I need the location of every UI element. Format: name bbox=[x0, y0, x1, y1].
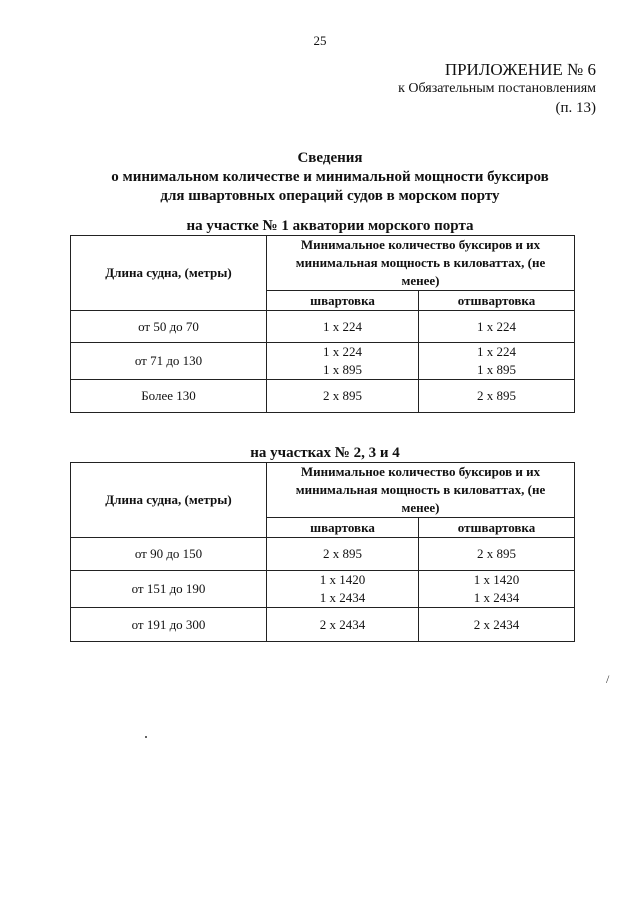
header-unmooring: отшвартовка bbox=[419, 518, 575, 538]
cell-unmooring: 1 х 1420 1 х 2434 bbox=[419, 571, 575, 608]
scan-dot bbox=[145, 736, 147, 738]
cell-mooring: 1 х 1420 1 х 2434 bbox=[267, 571, 419, 608]
cell-mooring: 2 х 895 bbox=[267, 380, 419, 413]
cell-length: от 90 до 150 bbox=[71, 538, 267, 571]
cell-mooring: 1 х 224 1 х 895 bbox=[267, 343, 419, 380]
table-row bbox=[71, 571, 575, 608]
cell-length: Более 130 bbox=[71, 380, 267, 413]
table-row bbox=[71, 608, 575, 642]
tug-table-2 bbox=[70, 462, 575, 642]
header-unmooring: отшвартовка bbox=[419, 291, 575, 311]
cell-unmooring: 1 х 224 1 х 895 bbox=[419, 343, 575, 380]
cell-unmooring: 2 х 895 bbox=[419, 538, 575, 571]
heading-line-1: Сведения bbox=[297, 150, 363, 166]
header-mooring: швартовка bbox=[267, 518, 419, 538]
cell-mooring: 2 х 2434 bbox=[267, 608, 419, 642]
table-1-title: на участке № 1 акватории морского порта bbox=[186, 218, 474, 234]
heading-line-3: для швартовных операций судов в морском порту bbox=[160, 188, 500, 204]
table-row bbox=[71, 311, 575, 343]
cell-unmooring: 2 х 895 bbox=[419, 380, 575, 413]
appendix-block bbox=[398, 60, 596, 118]
table-2-title: на участках № 2, 3 и 4 bbox=[250, 445, 400, 461]
header-min-tugs: Минимальное количество буксиров и их минимальная мощность в киловаттах, (не менее) bbox=[267, 236, 575, 291]
cell-length: от 50 до 70 bbox=[71, 311, 267, 343]
appendix-subtitle: к Обязательным постановлениям bbox=[398, 81, 596, 96]
cell-length: от 151 до 190 bbox=[71, 571, 267, 608]
table-row bbox=[71, 380, 575, 413]
cell-length: от 191 до 300 bbox=[71, 608, 267, 642]
tug-table-1 bbox=[70, 235, 575, 413]
header-length: Длина судна, (метры) bbox=[71, 236, 267, 311]
document-heading bbox=[0, 149, 640, 206]
margin-mark: / bbox=[606, 672, 610, 686]
table-row bbox=[71, 538, 575, 571]
cell-mooring: 1 х 224 bbox=[267, 311, 419, 343]
cell-unmooring: 1 х 224 bbox=[419, 311, 575, 343]
header-min-tugs: Минимальное количество буксиров и их минимальная мощность в киловаттах, (не менее) bbox=[267, 463, 575, 518]
page-number: 25 bbox=[313, 33, 327, 48]
appendix-title: ПРИЛОЖЕНИЕ № 6 bbox=[444, 60, 596, 79]
appendix-reference: (п. 13) bbox=[555, 100, 596, 116]
table-row bbox=[71, 343, 575, 380]
header-length: Длина судна, (метры) bbox=[71, 463, 267, 538]
cell-unmooring: 2 х 2434 bbox=[419, 608, 575, 642]
cell-mooring: 2 х 895 bbox=[267, 538, 419, 571]
cell-length: от 71 до 130 bbox=[71, 343, 267, 380]
header-mooring: швартовка bbox=[267, 291, 419, 311]
heading-line-2: о минимальном количестве и минимальной мощности буксиров bbox=[111, 169, 549, 185]
